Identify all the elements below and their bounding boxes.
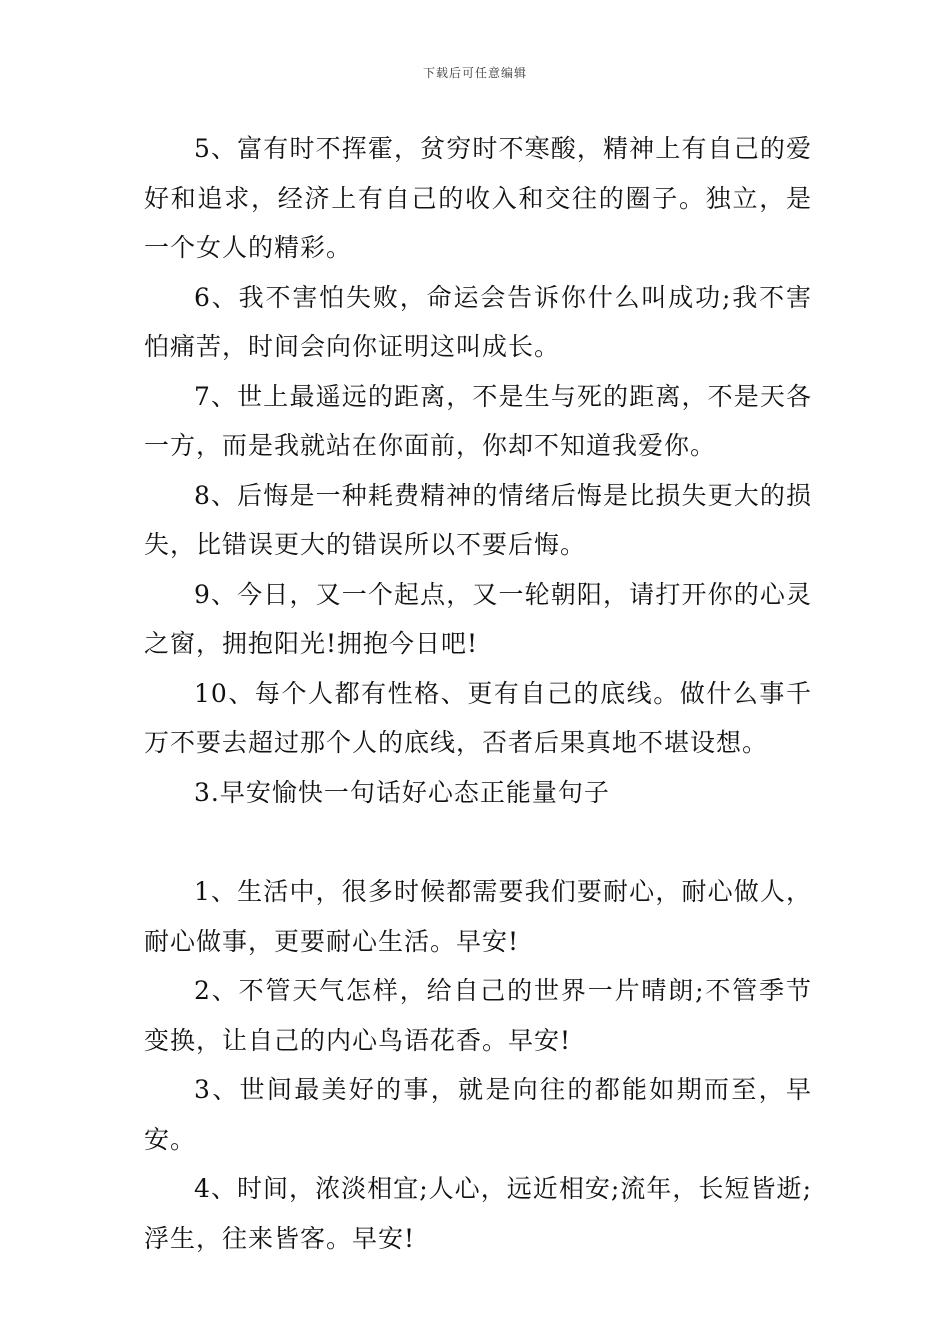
document-body — [144, 124, 812, 1263]
paragraph-quote-9: 9、今日，又一个起点，又一轮朝阳，请打开你的心灵之窗，拥抱阳光!拥抱今日吧! — [144, 579, 812, 658]
paragraph-morning-2: 2、不管天气怎样，给自己的世界一片晴朗;不管季节变换，让自己的内心鸟语花香。早安! — [144, 976, 812, 1055]
page-header: 下载后可任意编辑 — [422, 66, 527, 80]
paragraph-quote-5: 5、富有时不挥霍，贫穷时不寒酸，精神上有自己的爱好和追求，经济上有自己的收入和交往的圈子。独立，是一个女人的精彩。 — [144, 134, 812, 262]
paragraph-morning-3: 3、世间最美好的事，就是向往的都能如期而至，早安。 — [144, 1075, 812, 1154]
paragraph-quote-8: 8、后悔是一种耗费精神的情绪后悔是比损失更大的损失，比错误更大的错误所以不要后悔。 — [144, 480, 812, 559]
paragraph-morning-1: 1、生活中，很多时候都需要我们要耐心，耐心做人，耐心做事，更要耐心生活。早安! — [144, 877, 812, 956]
paragraph-quote-7: 7、世上最遥远的距离，不是生与死的距离，不是天各一方，而是我就站在你面前，你却不知道我爱你。 — [144, 381, 812, 460]
paragraph-quote-10: 10、每个人都有性格、更有自己的底线。做什么事千万不要去超过那个人的底线，否者后果真地不堪设想。 — [144, 678, 812, 757]
section-heading: 3.早安愉快一句话好心态正能量句子 — [194, 777, 610, 807]
paragraph-morning-4: 4、时间，浓淡相宜;人心，远近相安;流年，长短皆逝;浮生，往来皆客。早安! — [144, 1174, 812, 1253]
paragraph-quote-6: 6、我不害怕失败，命运会告诉你什么叫成功;我不害怕痛苦，时间会向你证明这叫成长。 — [144, 282, 812, 361]
